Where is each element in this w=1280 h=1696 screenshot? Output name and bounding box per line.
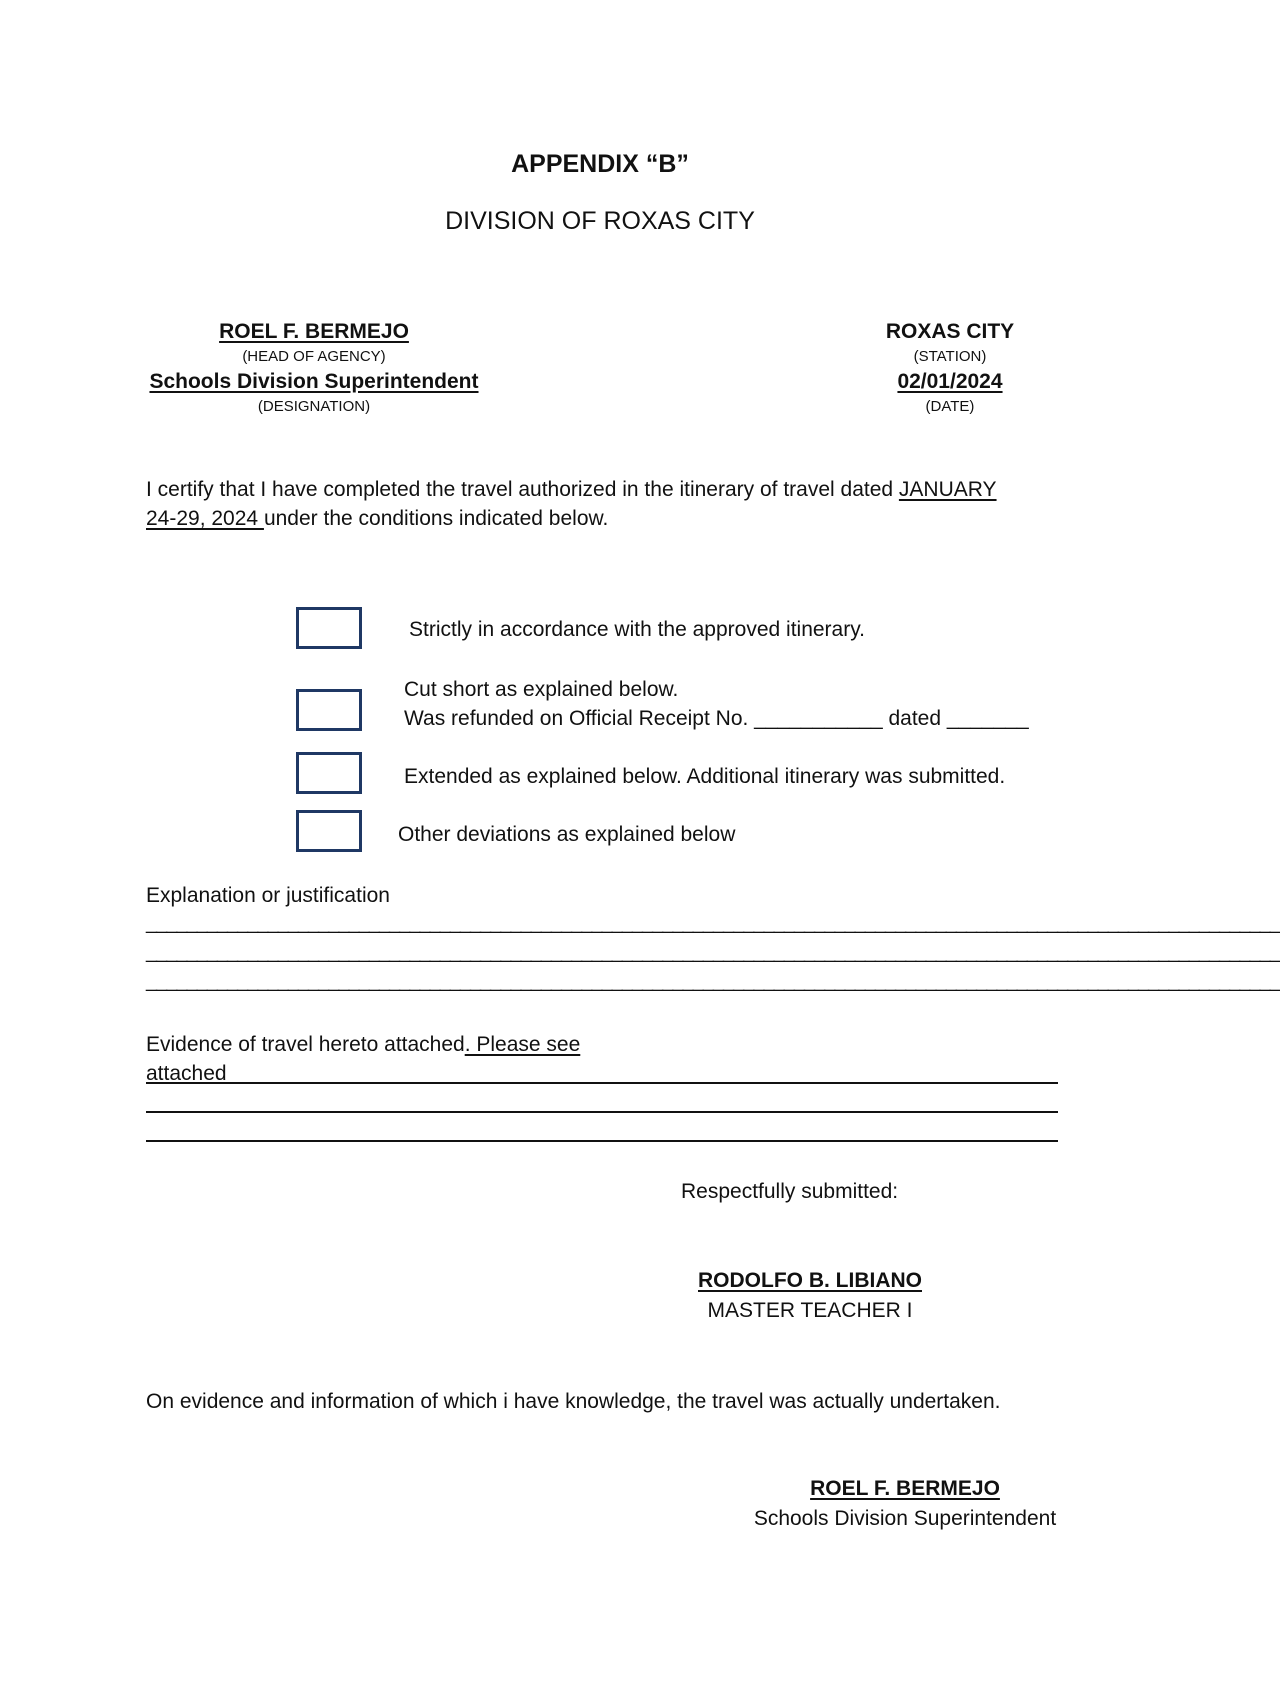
submitter-block: [660, 1266, 960, 1326]
extended-checkbox[interactable]: [296, 752, 362, 794]
certification-paragraph: [146, 475, 1066, 533]
option-refund-label: Was refunded on Official Receipt No. ___________ dated _______: [404, 707, 1029, 730]
option-cut-short-label: Cut short as explained below.: [404, 678, 679, 701]
evidence-value-part2: attached: [146, 1062, 227, 1085]
certify-text-after: under the conditions indicated below.: [263, 507, 609, 530]
submitter-name: RODOLFO B. LIBIANO: [698, 1269, 922, 1292]
verifier-block: [735, 1474, 1075, 1534]
certify-text-before: I certify that I have completed the travel authorized in the itinerary of travel dated: [146, 478, 899, 501]
verifier-name: ROEL F. BERMEJO: [810, 1477, 1000, 1500]
strictly-checkbox[interactable]: [296, 607, 362, 649]
travel-date-part1: JANUARY: [898, 478, 997, 501]
appendix-title: APPENDIX “B”: [511, 150, 689, 178]
evidence-value-part1: . Please see: [464, 1033, 581, 1056]
date-value: 02/01/2024: [897, 370, 1003, 393]
division-title: DIVISION OF ROXAS CITY: [445, 207, 755, 235]
station-caption: (STATION): [913, 348, 987, 365]
date-caption: (DATE): [925, 398, 975, 415]
designation-caption: (DESIGNATION): [257, 398, 371, 415]
verifier-title: Schools Division Superintendent: [753, 1507, 1057, 1530]
other-deviations-checkbox[interactable]: [296, 810, 362, 852]
travel-date-part2: 24-29, 2024: [146, 507, 264, 530]
head-of-agency-caption: (HEAD OF AGENCY): [242, 348, 386, 365]
respectfully-submitted-label: Respectfully submitted:: [681, 1180, 899, 1203]
evidence-paragraph: [146, 1030, 1066, 1088]
option-extended-label: Extended as explained below. Additional itinerary was submitted.: [404, 765, 1006, 788]
evidence-label: Evidence of travel hereto attached: [146, 1033, 465, 1056]
explanation-line-2: ________________________________________________________________________________________________________________: [146, 941, 1280, 963]
station-value: ROXAS CITY: [885, 320, 1015, 343]
submitter-title: MASTER TEACHER I: [707, 1299, 913, 1322]
head-of-agency-name: ROEL F. BERMEJO: [219, 320, 409, 343]
head-of-agency-block: [146, 318, 482, 418]
explanation-label: Explanation or justification: [146, 884, 390, 907]
evidence-rule-3: [146, 1140, 1058, 1142]
station-date-block: [860, 318, 1040, 418]
option-other-label: Other deviations as explained below: [398, 823, 736, 846]
cut-short-checkbox[interactable]: [296, 689, 362, 731]
verification-text: On evidence and information of which i have knowledge, the travel was actually undertaken.: [146, 1390, 1001, 1413]
option-strictly-label: Strictly in accordance with the approved itinerary.: [409, 618, 865, 641]
designation-value: Schools Division Superintendent: [149, 370, 479, 393]
explanation-line-3: ________________________________________________________________________________________________________________: [146, 970, 1280, 992]
evidence-rule-2: [146, 1111, 1058, 1113]
explanation-line-1: ________________________________________________________________________________________________________________: [146, 912, 1280, 934]
evidence-rule-1: [146, 1082, 1058, 1084]
